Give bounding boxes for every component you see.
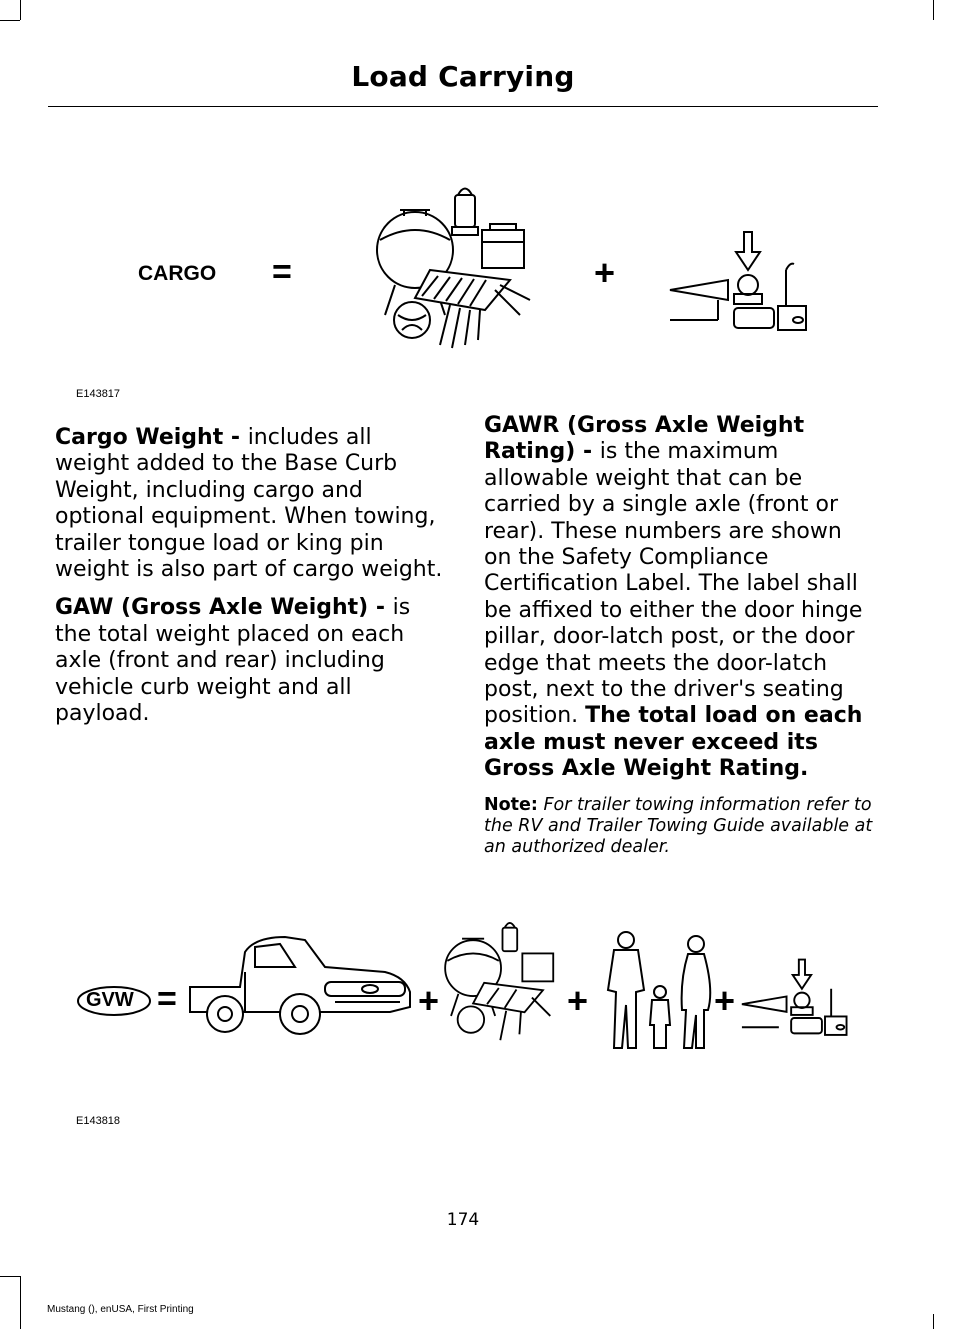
crop-mark bbox=[20, 1276, 21, 1329]
gawr-text: is the maximum allowable weight that can be carried by a single axle (front or rear). These numbers are shown on the Safety Compliance Certification Label. The label shall be affixed to either the door hinge pillar, door-latch post, or the door edge that meets the door-latch post, next to the driver's seating position. bbox=[484, 439, 863, 729]
cargo-label: CARGO bbox=[138, 262, 217, 285]
gawr-term: GAWR (Gross Axle Weight Rating) - bbox=[484, 413, 805, 465]
right-column bbox=[484, 413, 876, 870]
crop-mark bbox=[0, 1276, 20, 1277]
equals-sign: = bbox=[157, 980, 177, 1018]
plus-sign: + bbox=[418, 980, 440, 1021]
note-text: For trailer towing information refer to the RV and Trailer Towing Guide available at an authorized dealer. bbox=[484, 794, 873, 857]
gaw-paragraph bbox=[55, 595, 450, 727]
passengers-icon bbox=[596, 930, 718, 1050]
page-number: 174 bbox=[446, 1210, 480, 1230]
crop-mark bbox=[933, 1314, 934, 1329]
hitch-weight-icon bbox=[740, 958, 850, 1038]
page-title: Load Carrying bbox=[351, 60, 575, 93]
plus-sign: + bbox=[594, 252, 616, 293]
cargo-weight-term: Cargo Weight - bbox=[55, 425, 248, 450]
equals-sign: = bbox=[272, 253, 292, 291]
note-paragraph bbox=[484, 795, 876, 858]
gawr-paragraph bbox=[484, 413, 876, 783]
crop-mark bbox=[0, 20, 20, 21]
gawr-warning: The total load on each axle must never exceed its Gross Axle Weight Rating. bbox=[484, 703, 863, 782]
crop-mark bbox=[20, 0, 21, 20]
cargo-weight-text: includes all weight added to the Base Curb Weight, including cargo and optional equipment. When towing, trailer tongue load or king pin weight is also part of cargo weight. bbox=[55, 425, 443, 583]
cargo-items-icon bbox=[440, 915, 565, 1047]
cargo-weight-paragraph bbox=[55, 425, 450, 583]
figure-id: E143818 bbox=[76, 1115, 121, 1127]
plus-sign: + bbox=[714, 980, 736, 1021]
crop-mark bbox=[933, 0, 934, 20]
header-rule bbox=[48, 106, 878, 107]
hitch-weight-icon bbox=[668, 230, 810, 334]
pickup-truck-icon bbox=[185, 932, 415, 1044]
gaw-term: GAW (Gross Axle Weight) - bbox=[55, 595, 393, 621]
gvw-label: GVW bbox=[86, 989, 134, 1011]
cargo-items-icon bbox=[370, 180, 540, 355]
note-label: Note: bbox=[484, 794, 538, 815]
plus-sign: + bbox=[567, 980, 589, 1021]
left-column bbox=[55, 425, 450, 739]
footer-text: Mustang (), enUSA, First Printing bbox=[47, 1304, 194, 1315]
figure-id: E143817 bbox=[76, 388, 121, 400]
gaw-text: is the total weight placed on each axle (front and rear) including vehicle curb weight and all payload. bbox=[55, 595, 411, 727]
